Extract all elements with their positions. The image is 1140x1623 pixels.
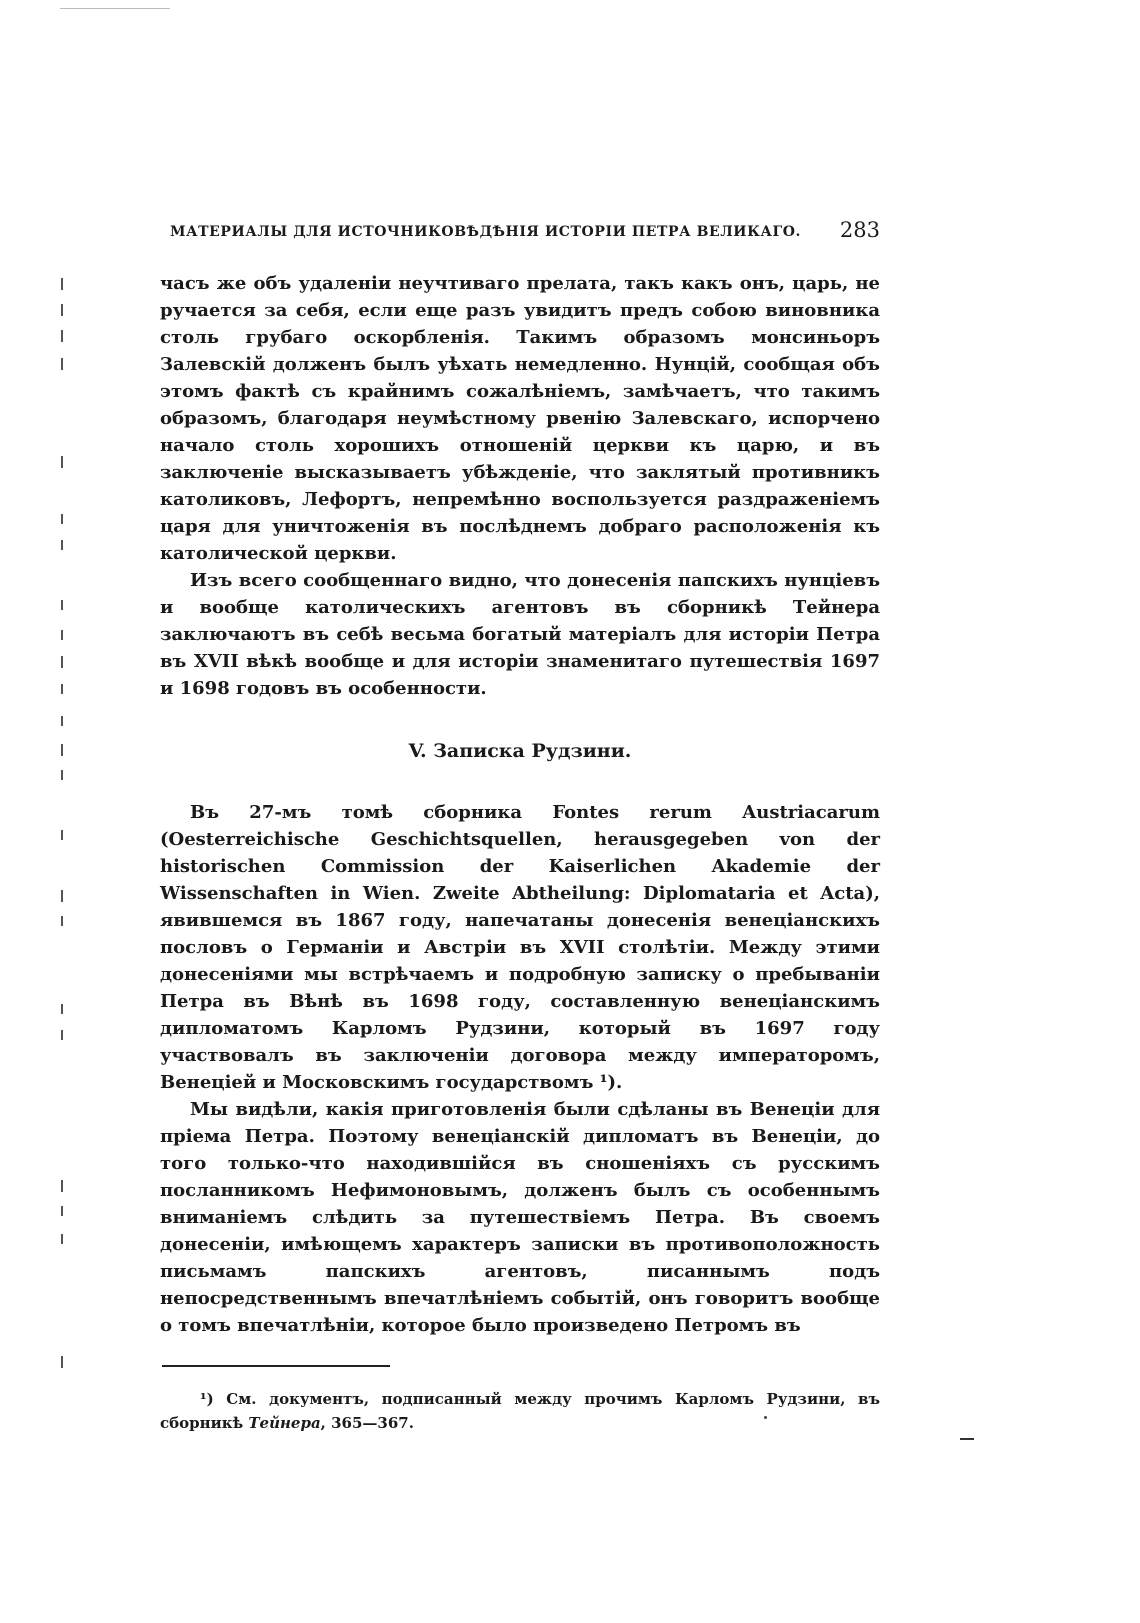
paragraph: часъ же объ удаленіи неучтиваго прелата, такъ какъ онъ, царь, не ручается за себя, если еще разъ увидитъ предъ собою виновника столь грубаго оскорбленія. Такимъ образомъ монсиньоръ Залевскій долженъ былъ уѣхать немедленно. Нунцій, сообщая объ этомъ фактѣ съ крайнимъ сожалѣніемъ, замѣчаетъ, что такимъ образомъ, благодаря неумѣстному рвенію Залевскаго, испорчено начало столь хорошихъ отношеній церкви къ царю, и въ заключеніе высказываетъ убѣжденіе, что заклятый противникъ католиковъ, Лефортъ, непремѣнно воспользуется раздраженіемъ царя для уничтоженія въ послѣднемъ добраго расположенія къ католической церкви. <box>160 273 880 564</box>
footnote-rule <box>162 1365 390 1367</box>
paragraph: Въ 27-мъ томѣ сборника Fontes rerum Austriacarum (Oesterreichische Geschichtsquellen, herausgegeben von der historischen Commission der Kaiserlichen Akademie der Wissenschaften in Wien. Zweite Abtheilung: Diplomataria et Acta), явившемся въ 1867 году, напечатаны донесенія венеціанскихъ пословъ о Германіи и Австріи въ XVII столѣтіи. Между этими донесеніями мы встрѣчаемъ и подробную записку о пребываніи Петра въ Вѣнѣ въ 1698 году, составленную венеціанскимъ дипломатомъ Карломъ Рудзини, который въ 1697 году участвовалъ въ заключеніи договора между императоромъ, Венеціей и Московскимъ государствомъ ¹). <box>160 802 880 1093</box>
footnote <box>160 1387 880 1435</box>
body-text <box>160 270 880 1339</box>
paragraph: Мы видѣли, какія приготовленія были сдѣланы въ Венеціи для пріема Петра. Поэтому венеціанскій дипломатъ въ Венеціи, до того только-что находившійся въ сношеніяхъ съ русскимъ посланникомъ Нефимоновымъ, долженъ былъ съ особеннымъ вниманіемъ слѣдить за путешествіемъ Петра. Въ своемъ донесеніи, имѣющемъ характеръ записки въ противоположность письмамъ папскихъ агентовъ, писаннымъ подъ непосредственнымъ впечатлѣніемъ событій, онъ говоритъ вообще о томъ впечатлѣніи, которое было произведено Петромъ въ <box>160 1099 880 1336</box>
footnote-text: См. документъ, подписанный между прочимъ Карломъ Рудзини, въ сборникѣ <box>160 1390 880 1432</box>
footnote-pages: , 365—367. <box>320 1414 414 1432</box>
book-page <box>160 218 880 1435</box>
margin-ticks <box>58 270 68 1390</box>
scan-speck <box>764 1416 767 1419</box>
footnote-source: Тейнера <box>248 1414 321 1432</box>
page-number: 283 <box>839 218 880 242</box>
scan-dash-mark <box>960 1438 974 1440</box>
running-header <box>160 218 880 248</box>
footnote-marker: ¹) <box>200 1390 214 1408</box>
paragraph: Изъ всего сообщеннаго видно, что донесенія папскихъ нунціевъ и вообще католическихъ агентовъ въ сборникѣ Тейнера заключаютъ въ себѣ весьма богатый матеріалъ для исторіи Петра въ XVII вѣкѣ вообще и для исторіи знаменитаго путешествія 1697 и 1698 годовъ въ особенности. <box>160 570 880 699</box>
section-heading: V. Записка Рудзини. <box>408 740 632 762</box>
scan-edge-mark <box>60 8 170 9</box>
running-title: МАТЕРИАЛЫ ДЛЯ ИСТОЧНИКОВѢДѢНІЯ ИСТОРІИ ПЕТРА ВЕЛИКАГО. <box>170 224 802 240</box>
